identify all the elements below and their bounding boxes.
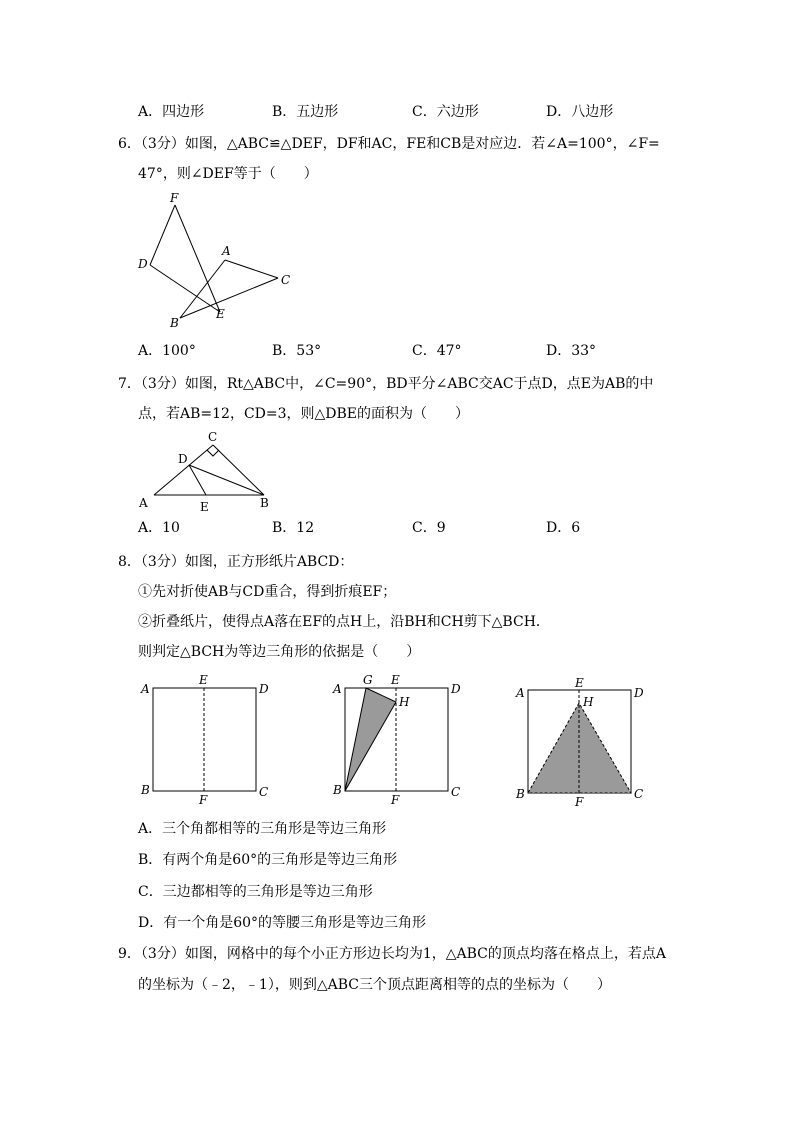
q5-option-a[interactable]: A．四边形 <box>138 104 205 120</box>
q6-stem-line2: 47°，则∠DEF等于（ ） <box>138 166 318 182</box>
q8-fig2-label-c: C <box>451 785 461 799</box>
q8-option-d[interactable]: D．有一个角是60°的等腰三角形是等边三角形 <box>138 915 427 931</box>
q8-fig1-label-e: E <box>199 673 208 687</box>
q8-fig1-label-b: B <box>141 783 150 797</box>
q5-option-b[interactable]: B．五边形 <box>272 104 339 120</box>
q6-figure <box>130 190 310 330</box>
q8-fig3-label-f: F <box>575 795 584 809</box>
q8-fig2-label-h: H <box>399 695 410 709</box>
q8-fig1-label-c: C <box>259 785 269 799</box>
q8-fig2-label-e: E <box>391 673 400 687</box>
q8-fig1-label-d: D <box>259 682 269 696</box>
q6-option-c[interactable]: C．47° <box>412 343 462 359</box>
q8-figure-1 <box>138 673 278 808</box>
q8-step1: ①先对折使AB与CD重合，得到折痕EF； <box>138 584 397 600</box>
q8-fig3-label-b: B <box>516 787 525 801</box>
q6-option-a[interactable]: A．100° <box>138 343 196 359</box>
q6-label-e: E <box>216 307 225 321</box>
q8-fig3-label-a: A <box>516 686 525 700</box>
q8-option-b[interactable]: B．有两个角是60°的三角形是等边三角形 <box>138 852 398 868</box>
q7-option-d[interactable]: D．6 <box>546 520 581 536</box>
q9-stem-line1: 9．（3分）如图，网格中的每个小正方形边长均为1，△ABC的顶点均落在格点上，若点A <box>118 946 666 962</box>
q6-label-c: C <box>281 273 291 287</box>
q6-label-b: B <box>170 316 179 330</box>
q6-option-d[interactable]: D．33° <box>546 343 597 359</box>
q8-option-a[interactable]: A．三个角都相等的三角形是等边三角形 <box>138 821 387 837</box>
q6-label-d: D <box>138 257 148 271</box>
q8-fig2-label-b: B <box>333 783 342 797</box>
q6-option-b[interactable]: B．53° <box>272 343 322 359</box>
q8-fig3-label-h: H <box>583 695 594 709</box>
q7-option-c[interactable]: C．9 <box>412 520 446 536</box>
q8-fig2-label-g: G <box>363 673 373 687</box>
q8-option-c[interactable]: C．三边都相等的三角形是等边三角形 <box>138 884 373 900</box>
q8-fig3-label-e: E <box>575 676 584 690</box>
q5-option-d[interactable]: D．八边形 <box>546 104 614 120</box>
q8-fig1-label-a: A <box>141 682 150 696</box>
q8-fig2-label-a: A <box>333 682 342 696</box>
q7-option-b[interactable]: B．12 <box>272 520 315 536</box>
q6-stem-line1: 6．（3分）如图，△ABC≌△DEF，DF和AC，FE和CB是对应边．若∠A=100°，∠F= <box>118 136 660 152</box>
q8-stem-line4: 则判定△BCH为等边三角形的依据是（ ） <box>138 644 421 660</box>
q8-stem-line1: 8．（3分）如图，正方形纸片ABCD： <box>118 554 354 570</box>
q8-fig2-label-f: F <box>391 793 400 807</box>
q7-label-d: D <box>178 452 188 466</box>
q6-label-a: A <box>222 244 231 258</box>
q7-figure <box>134 425 284 515</box>
q8-step2: ②折叠纸片，使得点A落在EF的点H上，沿BH和CH剪下△BCH． <box>138 614 550 630</box>
q7-stem-line2: 点，若AB=12，CD=3，则△DBE的面积为（ ） <box>138 406 470 422</box>
q8-fig1-label-f: F <box>199 793 208 807</box>
q8-fig3-label-d: D <box>634 686 644 700</box>
q6-label-f: F <box>170 191 179 205</box>
q9-stem-line2: 的坐标为（﹣2，﹣1），则到△ABC三个顶点距离相等的点的坐标为（ ） <box>138 977 611 993</box>
q5-option-c[interactable]: C．六边形 <box>412 104 479 120</box>
q8-fig3-label-c: C <box>634 787 644 801</box>
q7-label-c: C <box>208 430 218 444</box>
q7-label-e: E <box>200 500 209 514</box>
q8-figure-2 <box>330 673 470 808</box>
q7-option-a[interactable]: A．10 <box>138 520 180 536</box>
q8-figure-3 <box>513 675 653 810</box>
q7-label-a: A <box>139 496 148 510</box>
q8-fig2-label-d: D <box>451 682 461 696</box>
q7-label-b: B <box>260 496 269 510</box>
q7-stem-line1: 7．（3分）如图，Rt△ABC中，∠C=90°，BD平分∠ABC交AC于点D，点E为AB的中 <box>118 376 654 392</box>
